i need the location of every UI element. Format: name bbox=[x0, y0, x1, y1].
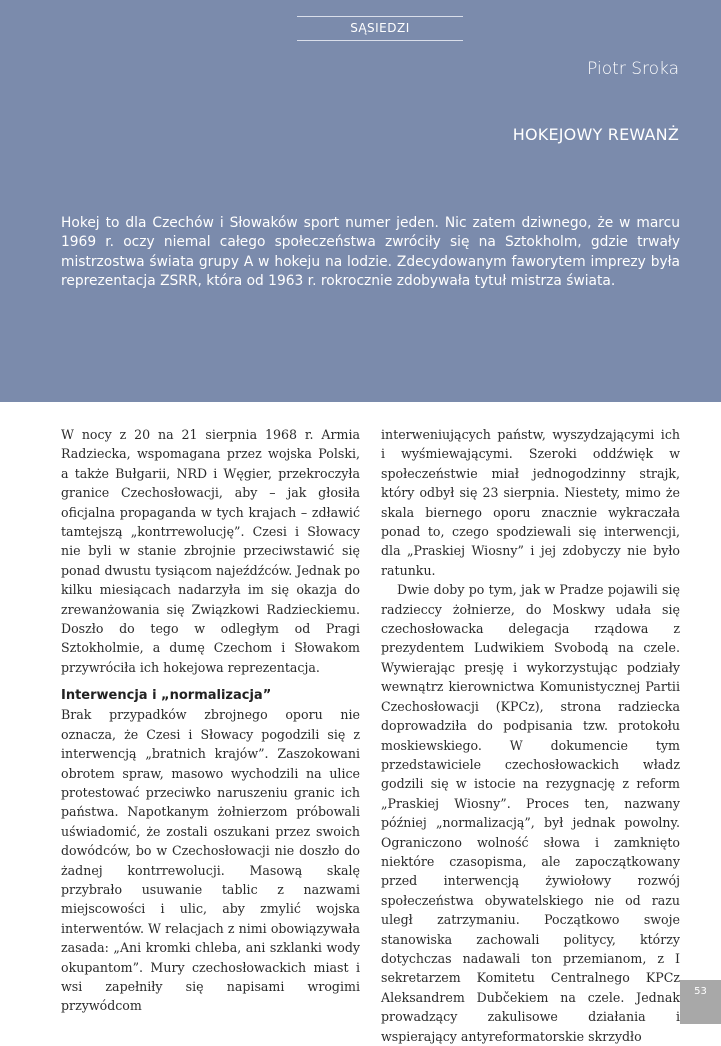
author-name: Piotr Sroka bbox=[587, 59, 679, 79]
body-paragraph: W nocy z 20 na 21 sierpnia 1968 r. Armia Radziecka, wspomagana przez wojska Polski, a także Bułgarii, NRD i Węgier, przekroczyła granice Czechosłowacji, aby – jak głosiła oficjalna propaganda w tych krajach – zdławić tamtejszą „kontrrewolucję”. Czesi i Słowacy nie byli w stanie zbrojnie przeciwstawić się ponad dwustu tysiącom najeźdźców. Jednak po kilku miesiącach nadarzyła im się okazja do zrewanżowania się Związkowi Radzieckiemu. Doszło do tego w odległym od Pragi Sztokholmie, a dumę Czechom i Słowakom przywróciła ich hokejowa reprezentacja. bbox=[61, 427, 360, 675]
section-label: SĄSIEDZI bbox=[350, 21, 410, 35]
page-number: 53 bbox=[680, 980, 721, 1024]
right-column bbox=[381, 425, 680, 1046]
left-column bbox=[61, 425, 360, 1016]
section-rule-bottom bbox=[297, 40, 463, 41]
section-rule-top bbox=[297, 16, 463, 17]
header-banner bbox=[0, 0, 721, 402]
article-title: HOKEJOWY REWANŻ bbox=[512, 125, 679, 144]
section-subheading: Interwencja i „normalizacja” bbox=[61, 688, 272, 704]
body-paragraph: Dwie doby po tym, jak w Pradze pojawili się radzieccy żołnierze, do Moskwy udała się czechosłowacka delegacja rządowa z prezydentem Ludwikiem Svobodą na czele. Wywierając presję i wykorzystując podziały wewnątrz kierownictwa Komunistycznej Partii Czechosłowacji (KPCz), strona radziecka doprowadziła do podpisania tzw. protokołu moskiewskiego. W dokumencie tym przedstawiciele czechosłowackich władz godzili się w istocie na rezygnację z reform „Praskiej Wiosny”. Proces ten, nazwany później „normalizacją”, był jednak powolny. Ograniczono wolność słowa i zamknięto niektóre czasopisma, ale zapoczątkowany przed interwencją żywiołowy rozwój społeczeństwa obywatelskiego nie od razu uległ zatrzymaniu. Początkowo swoje stanowiska zachowali politycy, którzy dotychczas nadawali ton przemianom, z I sekretarzem Komitetu Centralnego KPCz Aleksandrem Dubčekiem na czele. Jednak prowadzący zakulisowe działania i wspierający antyreformatorskie skrzydło bbox=[381, 582, 680, 1044]
lead-paragraph: Hokej to dla Czechów i Słowaków sport numer jeden. Nic zatem dziwnego, że w marcu 1969 r. oczy niemal całego społeczeństwa zwróciły się na Sztokholm, gdzie trwały mistrzostwa świata grupy A w hokeju na lodzie. Zdecydowanym faworytem imprezy była reprezentacja ZSRR, która od 1963 r. rokrocznie zdobywała tytuł mistrza świata. bbox=[61, 215, 680, 289]
body-paragraph: interweniujących państw, wyszydzającymi ich i wyśmiewającymi. Szeroki oddźwięk w społeczeństwie miał jednogodzinny strajk, który odbył się 23 sierpnia. Niestety, mimo że skala biernego oporu znacznie wykraczała ponad to, czego spodziewali się interwencji, dla „Praskiej Wiosny” i jej zdobyczy nie było ratunku. bbox=[381, 427, 680, 578]
body-paragraph: Brak przypadków zbrojnego oporu nie oznacza, że Czesi i Słowacy pogodzili się z interwencją „bratnich krajów”. Zaszokowani obrotem spraw, masowo wychodzili na ulice protestować przeciwko naruszeniu granic ich państwa. Napotkanym żołnierzom próbowali uświadomić, że zostali oszukani przez swoich dowódców, bo w Czechosłowacji nie doszło do żadnej kontrrewolucji. Masową skalę przybrało usuwanie tablic z nazwami miejscowości i ulic, aby zmylić wojska interwentów. W relacjach z nimi obowiązywała zasada: „Ani kromki chleba, ani szklanki wody okupantom”. Mury czechosłowackich miast i wsi zapełniły się napisami wrogimi przywódcom bbox=[61, 707, 360, 1014]
